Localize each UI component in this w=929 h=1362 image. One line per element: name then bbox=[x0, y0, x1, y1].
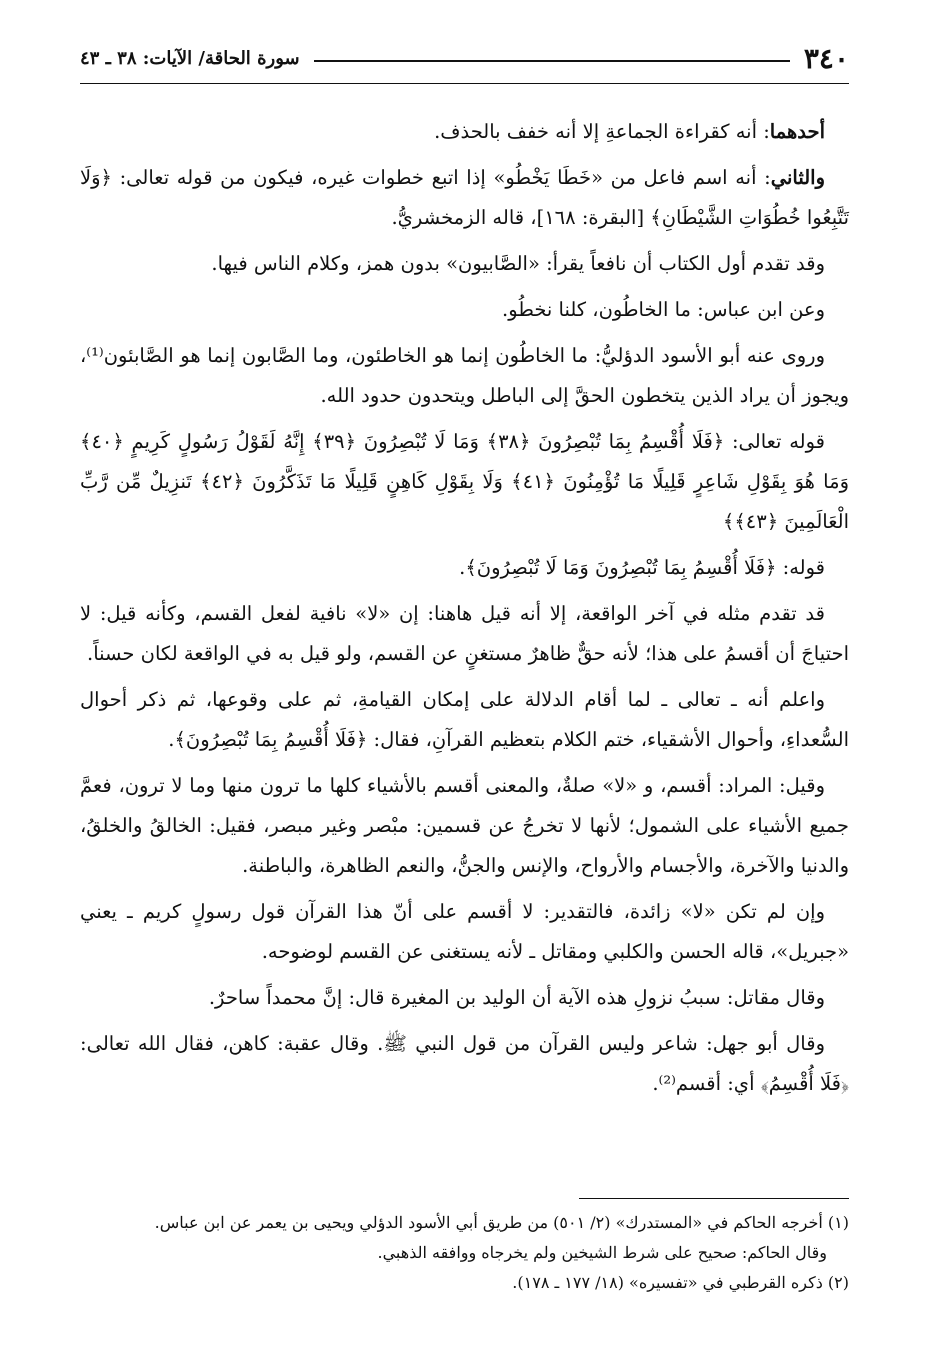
paragraph-text: : أنه كقراءة الجماعةِ إلا أنه خفف بالحذف. bbox=[434, 120, 770, 143]
paragraph-text: وعن ابن عباس: ما الخاطُون، كلنا نخطُو. bbox=[502, 298, 825, 321]
header-rule bbox=[80, 83, 849, 84]
quran-verses bbox=[80, 422, 849, 542]
page-number: ٣٤٠ bbox=[803, 41, 849, 75]
main-text bbox=[80, 112, 849, 1110]
paragraph-text: وقد تقدم أول الكتاب أن نافعاً يقرأ: «الصَّابيون» بدون همز، وكلام الناس فيها. bbox=[211, 252, 825, 275]
paragraph-text: قوله: ﴿فَلَا أُقْسِمُ بِمَا تُبْصِرُونَ وَمَا لَا تُبْصِرُونَ﴾. bbox=[459, 556, 825, 579]
paragraph bbox=[80, 766, 849, 886]
paragraph bbox=[80, 680, 849, 760]
paragraph bbox=[80, 244, 849, 284]
paragraph-text: واعلم أنه ـ تعالى ـ لما أقام الدلالة على إمكان القيامةِ، ثم على وقوعها، ثم ذكر أحوال السُّعداءِ، وأحوال الأشقياء، ختم الكلام بتعظيم القرآنِ، فقال: ﴿فَلَا أُقْسِمُ بِمَا تُبْصِرُونَ﴾. bbox=[80, 688, 849, 751]
paragraph-lead: والثاني bbox=[770, 166, 825, 189]
footnote: (٢) ذكره القرطبي في «تفسيره» (١٨/ ١٧٧ ـ ١٧٨). bbox=[512, 1273, 849, 1292]
paragraph-text: وقيل: المراد: أقسم، و «لا» صلةٌ، والمعنى أقسم بالأشياء كلها ما ترون منها وما لا ترون، فعمَّ جميع الأشياء على الشمول؛ لأنها لا تخرجُ عن قسمين: مبْصر وغير مبصر، فقيل: الخالقُ والخلقُ، والدنيا والآخرة، والأجسام والأرواح، والإنس والجنُّ، والنعم الظاهرة، والباطنة. bbox=[80, 774, 849, 877]
paragraph bbox=[80, 290, 849, 330]
paragraph-text: : أنه اسم فاعل من «خَطَا يَخْطُو» إذا اتبع خطوات غيره، فيكون من قوله تعالى: ﴿وَلَا تَتَّبِعُوا خُطُوَاتِ الشَّيْطَانِ﴾ [البقرة: ١٦٨]، قاله الزمخشريُّ. bbox=[80, 166, 849, 229]
running-title: سورة الحاقة/ الآيات: ٣٨ ـ ٤٣ bbox=[80, 47, 300, 69]
footnote: وقال الحاكم: صحيح على شرط الشيخين ولم يخرجاه ووافقه الذهبي. bbox=[377, 1243, 827, 1262]
paragraph-text: وقال أبو جهل: شاعر وليس القرآن من قول النبي ﷺ. وقال عقبة: كاهن، فقال الله تعالى: ﴿فَلَا أُقْسِمُ﴾ أي: أقسم⁽²⁾. bbox=[80, 1032, 849, 1095]
paragraph bbox=[80, 336, 849, 416]
footnote-separator bbox=[579, 1198, 849, 1199]
paragraph bbox=[80, 158, 849, 238]
paragraph-text: وقال مقاتل: سببُ نزولِ هذه الآية أن الوليد بن المغيرة قال: إنَّ محمداً ساحرٌ. bbox=[208, 986, 825, 1009]
paragraph bbox=[80, 548, 849, 588]
paragraph bbox=[80, 978, 849, 1018]
paragraph bbox=[80, 594, 849, 674]
paragraph-text: قد تقدم مثله في آخر الواقعة، إلا أنه قيل هاهنا: إن «لا» نافية لفعل القسم، وكأنه قيل: لا احتياجَ أن أقسمُ على هذا؛ لأنه حقٌّ ظاهرٌ مستغنٍ عن القسم، ولو قيل به في الواقعة لكان حسناً. bbox=[80, 602, 849, 665]
paragraph-text: قوله تعالى: ﴿فَلَا أُقْسِمُ بِمَا تُبْصِرُونَ ﴿٣٨﴾ وَمَا لَا تُبْصِرُونَ ﴿٣٩﴾ إِنَّهُ لَقَوْلُ رَسُولٍ كَرِيمٍ ﴿٤٠﴾ وَمَا هُوَ بِقَوْلِ شَاعِرٍ قَلِيلًا مَا تُؤْمِنُونَ ﴿٤١﴾ وَلَا بِقَوْلِ كَاهِنٍ قَلِيلًا مَا تَذَكَّرُونَ ﴿٤٢﴾ تَنزِيلٌ مِّن رَّبِّ الْعَالَمِينَ ﴿٤٣﴾﴾ bbox=[80, 430, 849, 533]
paragraph-text: وإن لم تكن «لا» زائدة، فالتقدير: لا أقسم على أنّ هذا القرآن قول رسولٍ كريم ـ يعني «جبريل»، قاله الحسن والكلبي ومقاتل ـ لأنه يستغنى عن القسم لوضوحه. bbox=[80, 900, 849, 963]
paragraph-lead: أحدهما bbox=[769, 120, 825, 143]
footnotes bbox=[80, 1208, 849, 1298]
header-line bbox=[314, 60, 790, 62]
footnote: (١) أخرجه الحاكم في «المستدرك» (٢/ ٥٠١) من طريق أبي الأسود الدؤلي ويحيى بن يعمر عن ابن عباس. bbox=[154, 1213, 849, 1232]
paragraph bbox=[80, 1024, 849, 1104]
paragraph-text: وروى عنه أبو الأسود الدؤليُّ: ما الخاطُون إنما هو الخاطئون، وما الصَّابون إنما هو الصَّابئون⁽¹⁾، ويجوز أن يراد الذين يتخطون الحقَّ إلى الباطل ويتحدون حدود الله. bbox=[80, 344, 849, 407]
page-header bbox=[80, 38, 849, 78]
paragraph bbox=[80, 892, 849, 972]
paragraph bbox=[80, 112, 849, 152]
